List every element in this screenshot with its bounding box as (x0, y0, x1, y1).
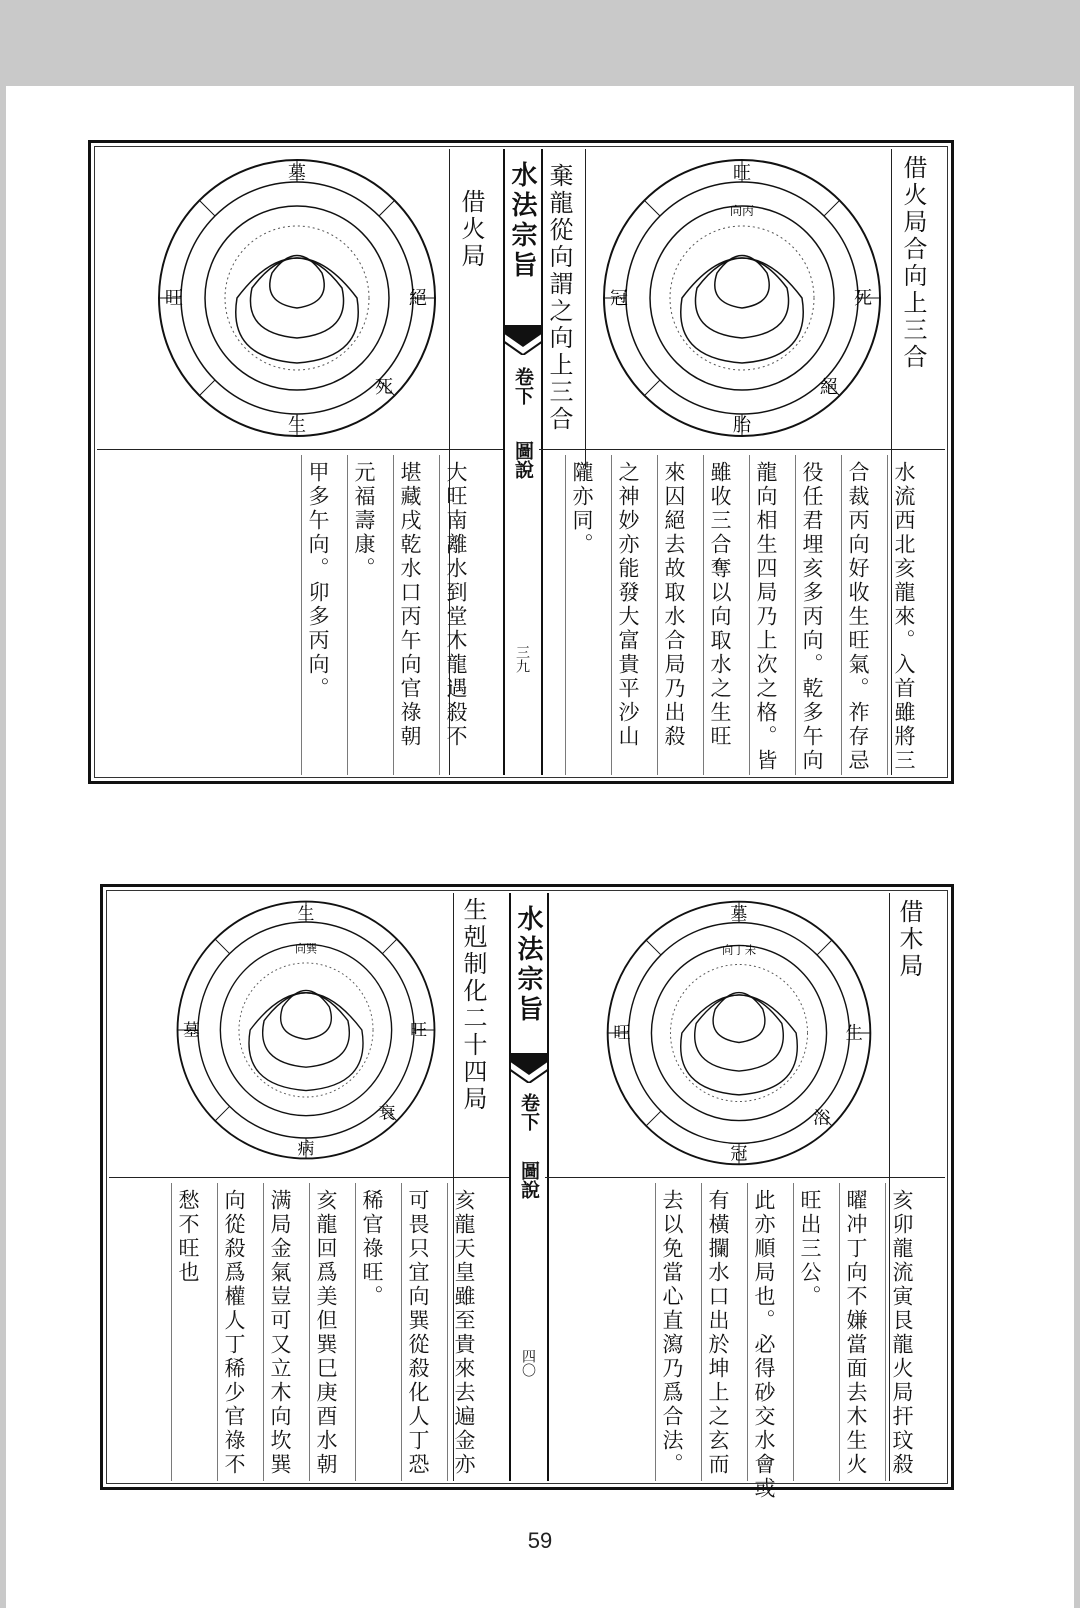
text-column: 龍向相生四局乃上次之格。皆 (754, 461, 778, 773)
compass-label-top: 墓 (730, 904, 748, 925)
text-column: 有橫攔水口出於坤上之玄而 (706, 1189, 730, 1477)
book-spine (503, 149, 543, 775)
text-column: 愁不旺也 (176, 1189, 200, 1285)
column-rule (793, 1183, 794, 1481)
text-column: 堪藏戌乾水口丙午向官祿朝 (398, 461, 422, 749)
compass-label-corner: 衰 (378, 1102, 396, 1123)
compass-label-right: 旺 (410, 1019, 428, 1040)
compass-label-left: 冠 (610, 288, 628, 309)
bottom-spread (100, 884, 954, 1501)
text-column: 亥龍回爲美但巽巳庚酉水朝 (314, 1189, 338, 1477)
fishtail-mark (509, 1053, 549, 1083)
page-heading: 借火局 (457, 189, 485, 270)
body-text (97, 455, 503, 775)
column-rule (301, 455, 302, 775)
top-right-page (539, 149, 945, 775)
body-text (109, 1183, 509, 1481)
compass-label-top: 墓 (288, 163, 306, 184)
text-column: 水流西北亥龍來。入首雖將三 (892, 461, 916, 773)
text-column: 亥卯龍流寅艮龍火局扞玟殺 (890, 1189, 914, 1477)
text-column: 稀官祿旺。 (360, 1189, 384, 1309)
caption: 棄龍從向謂之向上三合 (545, 163, 573, 433)
column-rule (611, 455, 612, 775)
page-heading: 借木局 (895, 899, 923, 980)
column-rule (171, 1183, 172, 1481)
compass-label-corner: 死 (375, 377, 393, 398)
compass-label-left: 旺 (613, 1023, 631, 1044)
text-column: 亥龍天皇雖至貴來去遍金亦 (452, 1189, 476, 1477)
column-rule (447, 1183, 448, 1481)
compass-chart (152, 153, 442, 443)
compass-label-right: 生 (845, 1023, 863, 1044)
column-rule (749, 455, 750, 775)
fishtail-mark (503, 325, 543, 355)
compass-label-bottom: 生 (288, 415, 306, 436)
column-rule (887, 455, 888, 775)
text-column: 向從殺爲權人丁稀少官祿不 (222, 1189, 246, 1477)
compass-label-left: 墓 (183, 1019, 200, 1040)
column-rule (565, 455, 566, 775)
compass-chart (597, 153, 887, 443)
spine-section: 圖說 (518, 1161, 540, 1199)
compass-label-bottom: 冠 (730, 1144, 748, 1165)
text-column: 此亦順局也。必得砂交水會或 (752, 1189, 776, 1501)
column-rule (885, 1183, 886, 1481)
spine-volume: 卷下 (518, 1093, 540, 1131)
compass-label-bottom: 胎 (733, 415, 751, 436)
compass-label-right: 絕 (409, 288, 427, 309)
compass-label-bottom: 病 (297, 1137, 315, 1158)
spine-section: 圖說 (512, 441, 534, 479)
text-column: 之神妙亦能發大富貴平沙山 (616, 461, 640, 749)
text-column: 役任君埋亥多丙向。乾多午向 (800, 461, 824, 773)
column-rule (393, 455, 394, 775)
column-rule (701, 1183, 702, 1481)
column-rule (841, 455, 842, 775)
page-number: 59 (527, 1528, 553, 1553)
spine-page-number: 三九 (514, 645, 530, 673)
column-rule (347, 455, 348, 775)
body-text (539, 455, 945, 775)
text-column: 元福壽康。 (352, 461, 376, 581)
column-rule (747, 1183, 748, 1481)
spine-title: 水法宗旨 (507, 161, 537, 281)
spine-volume: 卷下 (512, 367, 534, 405)
top-spread (88, 140, 954, 784)
text-column: 去以免當心直瀉乃爲合法。 (660, 1189, 684, 1477)
compass-label-corner: 絕 (820, 377, 838, 398)
compass-chart (601, 895, 877, 1171)
top-left-page (97, 149, 503, 775)
column-rule (795, 455, 796, 775)
column-rule (439, 455, 440, 775)
column-rule (263, 1183, 264, 1481)
text-column: 旺出三公。 (798, 1189, 822, 1309)
text-column: 雖收三合奪以向取水之生旺 (708, 461, 732, 749)
page-heading: 生剋制化二十四局 (459, 897, 487, 1113)
book-spine (509, 893, 549, 1481)
compass-label-right: 死 (854, 288, 872, 309)
column-rule (401, 1183, 402, 1481)
compass-label-top: 旺 (733, 163, 751, 184)
spine-page-number: 四〇 (520, 1349, 536, 1377)
column-rule (657, 455, 658, 775)
bottom-right-page (545, 893, 945, 1501)
column-rule (355, 1183, 356, 1481)
text-column: 甲多午向。卯多丙向。 (306, 461, 330, 701)
text-column: 隴亦同。 (570, 461, 594, 557)
compass-center-label: 向巽 (294, 942, 318, 956)
spine-title: 水法宗旨 (513, 905, 543, 1025)
compass-label-left: 旺 (165, 288, 183, 309)
compass-label-top: 生 (297, 903, 315, 924)
text-column: 合裁丙向好收生旺氣。祚存忌 (846, 461, 870, 773)
column-rule (703, 455, 704, 775)
column-rule (839, 1183, 840, 1481)
column-rule (309, 1183, 310, 1481)
text-column: 來囚絕去故取水合局乃出殺 (662, 461, 686, 749)
text-column: 大旺南離水到堂木龍遇殺不 (444, 461, 468, 749)
compass-chart (171, 895, 441, 1165)
text-column: 满局金氣豈可又立木向坎巽 (268, 1189, 292, 1477)
compass-center-label: 向丁未 (721, 943, 757, 958)
compass-label-corner: 浴 (813, 1108, 831, 1129)
body-text (545, 1183, 945, 1501)
page-heading: 借火局合向上三合 (899, 155, 927, 371)
text-column: 曜冲丁向不嫌當面去木生火 (844, 1189, 868, 1477)
compass-center-label: 向丙 (729, 204, 755, 218)
bottom-left-page (109, 893, 509, 1481)
column-rule (217, 1183, 218, 1481)
text-column: 可畏只宜向巽從殺化人丁恐 (406, 1189, 430, 1477)
column-rule (655, 1183, 656, 1481)
